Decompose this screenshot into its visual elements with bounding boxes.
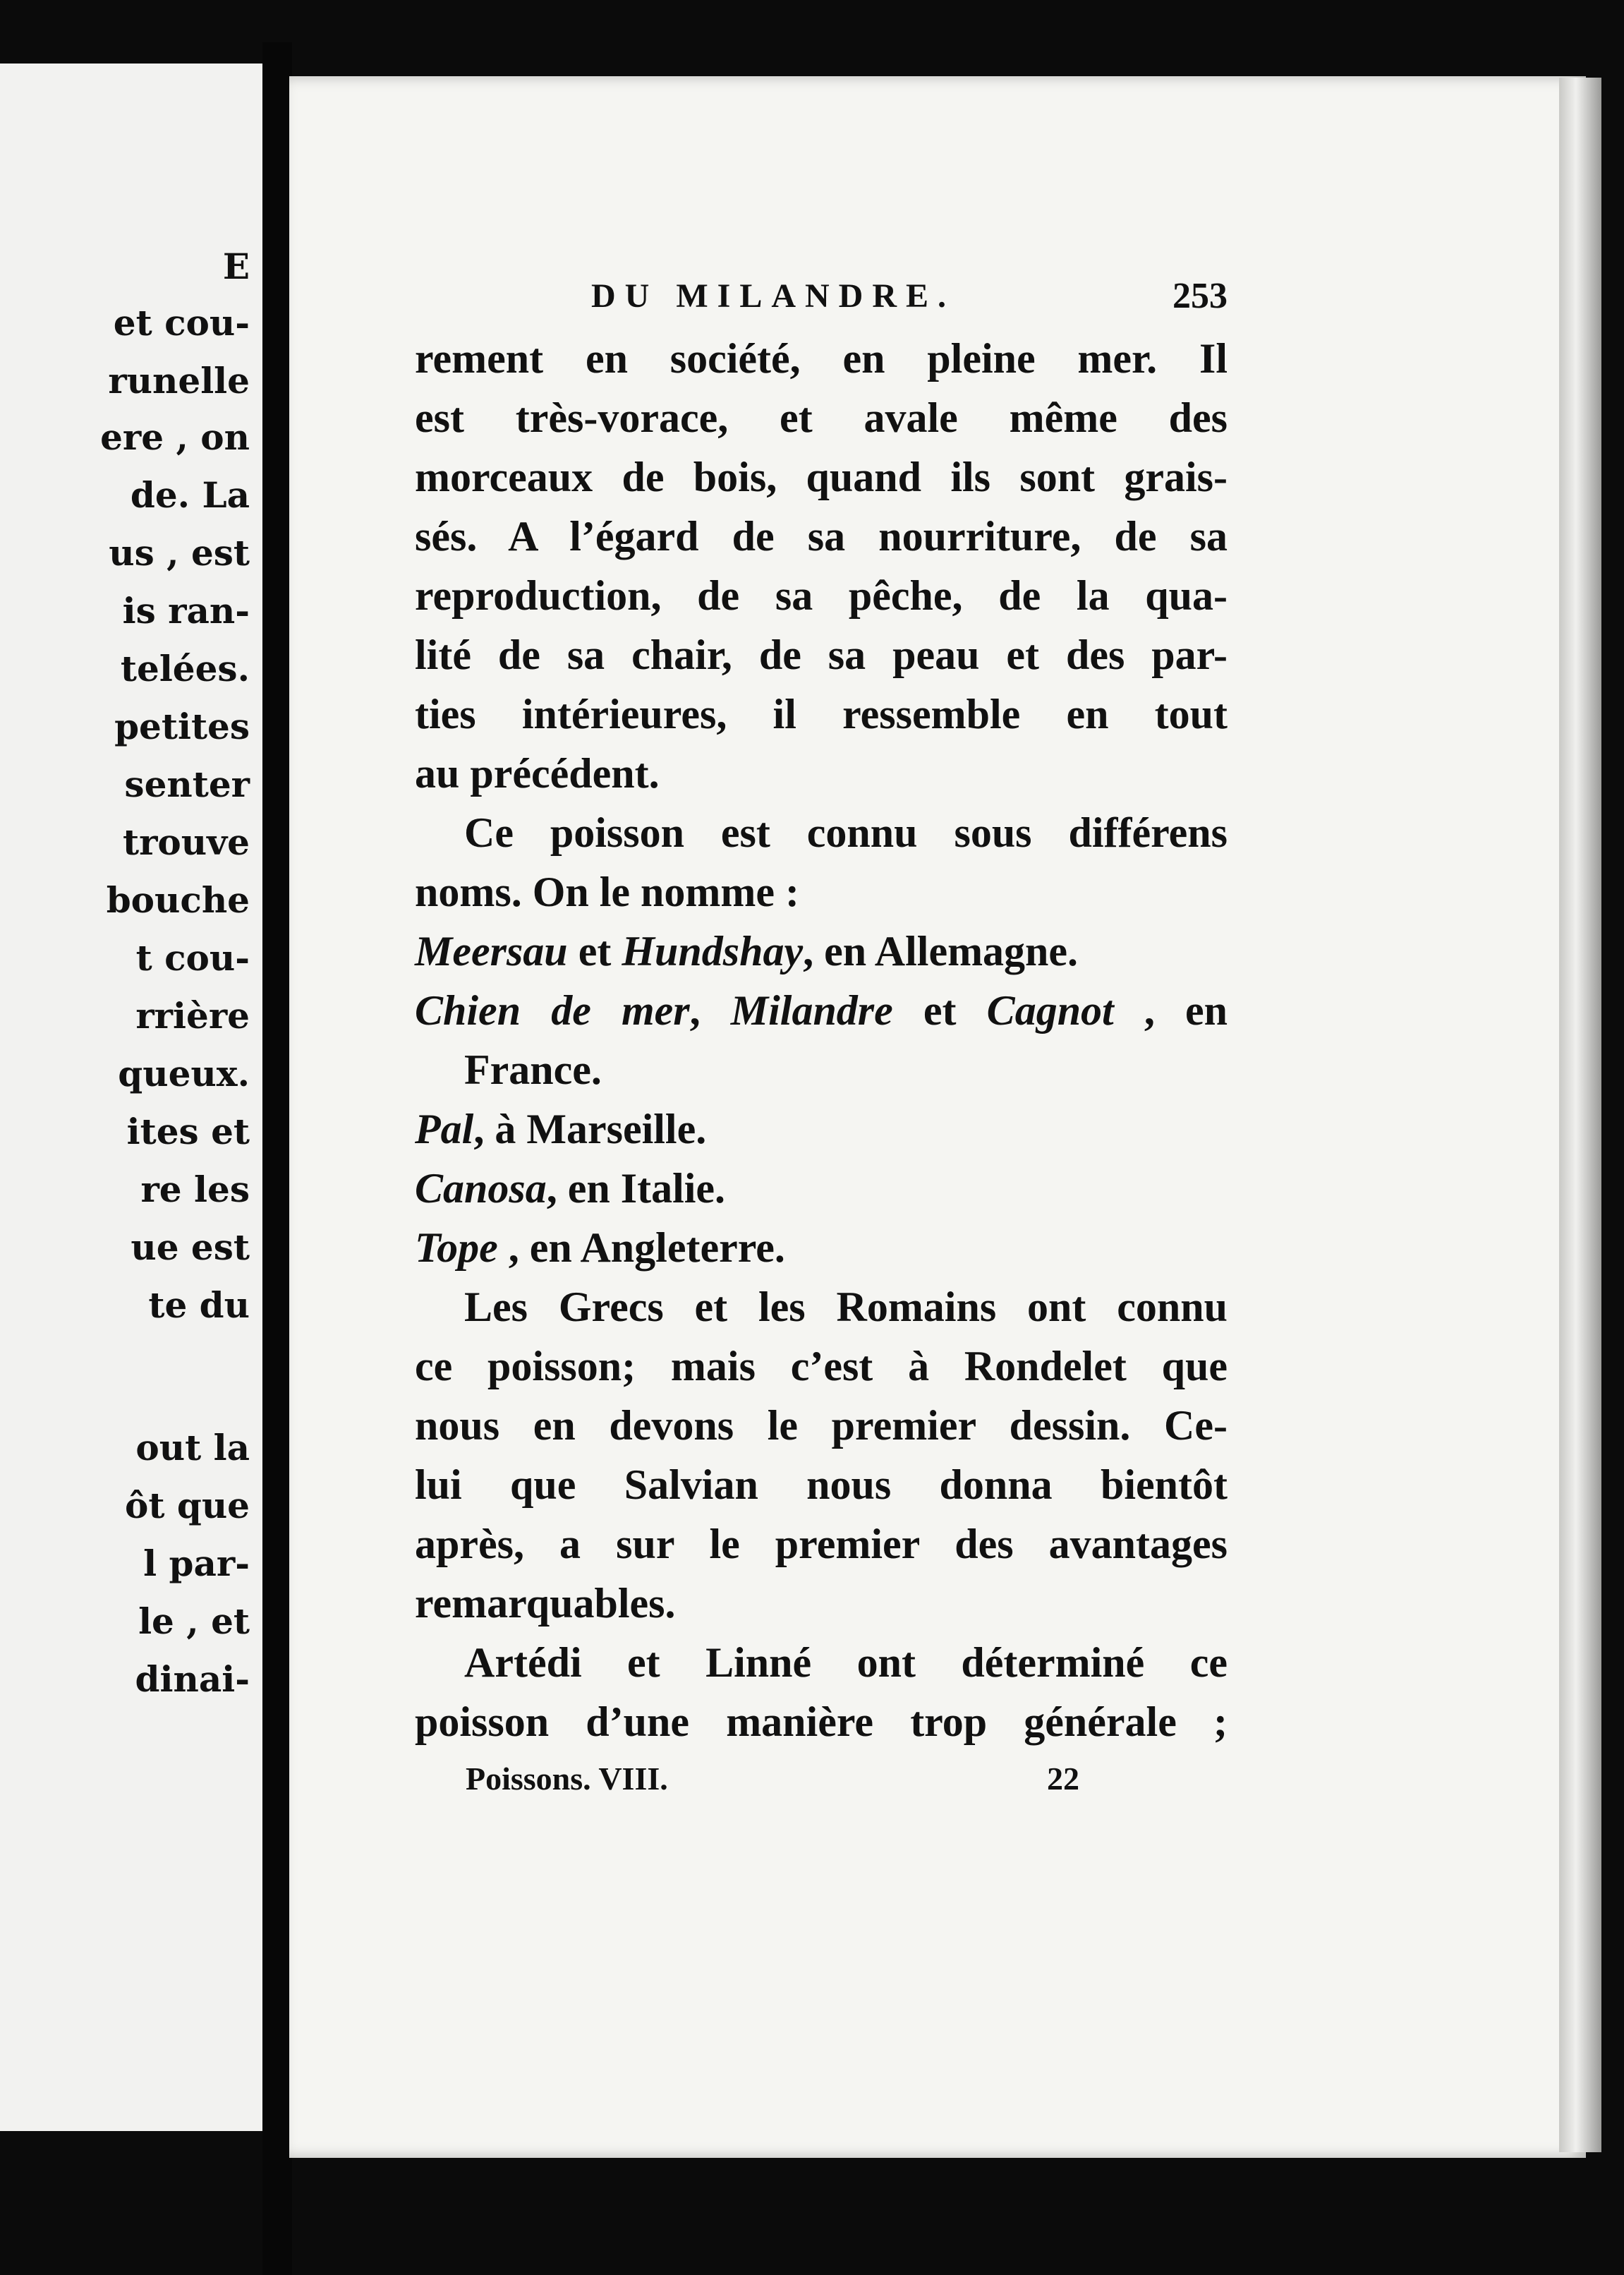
name-text: , à Marseille. — [473, 1106, 707, 1152]
left-page-line: bouche — [106, 879, 250, 921]
text-line: au précédent. — [415, 750, 660, 797]
left-page-line: petites — [114, 706, 250, 747]
name-entry — [415, 981, 1228, 1040]
left-page-line: telées. — [120, 648, 250, 689]
name-italic: Chien de mer — [415, 987, 690, 1034]
book-gutter — [262, 42, 292, 2275]
name-entry — [415, 1099, 1228, 1159]
left-page-line: senter — [124, 764, 250, 805]
text-line: est très-vorace, et avale même des — [415, 394, 1228, 441]
left-page-line: et cou- — [113, 302, 250, 344]
name-entry-continuation: France. — [464, 1046, 602, 1093]
left-page-line: ere , on — [100, 416, 250, 458]
left-page-line: runelle — [108, 360, 250, 402]
name-text: , en Angleterre. — [497, 1224, 785, 1271]
left-page-line: ue est — [131, 1226, 250, 1268]
name-italic: Meersau — [415, 928, 568, 974]
left-page-line: us , est — [109, 532, 250, 574]
left-page-line: out la — [135, 1427, 250, 1468]
text-line: ties intérieures, il ressemble en tout — [415, 691, 1228, 737]
left-page-line: de. La — [130, 474, 250, 516]
running-header — [591, 272, 1228, 321]
name-text: et — [892, 987, 987, 1034]
left-page-line: E — [222, 246, 250, 287]
page-edge — [1559, 78, 1601, 2152]
page-number: 253 — [1172, 276, 1228, 316]
left-page-line: l par- — [143, 1543, 250, 1584]
text-line: après, a sur le premier des avantages — [415, 1521, 1228, 1567]
left-page-line: queux. — [118, 1053, 250, 1094]
name-italic: Pal — [415, 1106, 474, 1152]
running-title: DU MILANDRE. — [591, 277, 955, 315]
name-text: et — [567, 928, 622, 974]
name-italic: Hundshay — [622, 928, 804, 974]
name-text: , — [689, 987, 731, 1034]
text-line: nous en devons le premier dessin. Ce- — [415, 1402, 1228, 1449]
left-page-line: ôt que — [125, 1485, 250, 1526]
name-text: , en Italie. — [546, 1165, 726, 1212]
name-text: , en — [1113, 987, 1228, 1034]
left-page-line: le , et — [138, 1600, 250, 1642]
text-line: lité de sa chair, de sa peau et des par- — [415, 632, 1228, 678]
text-line: poisson d’une manière trop générale ; — [415, 1698, 1228, 1745]
text-line: ce poisson; mais c’est à Rondelet que — [415, 1343, 1228, 1389]
name-italic: Canosa — [415, 1165, 547, 1212]
name-entry — [415, 1159, 1228, 1218]
name-text: , en Allemagne. — [803, 928, 1079, 974]
text-line: sés. A l’égard de sa nourriture, de sa — [415, 513, 1228, 560]
text-line: rement en société, en pleine mer. Il — [415, 335, 1228, 382]
left-page-line: is ran- — [122, 590, 250, 632]
signature-mark: 22 — [1047, 1761, 1079, 1797]
text-line: noms. On le nomme : — [415, 869, 799, 915]
name-italic: Tope — [415, 1224, 498, 1271]
text-line: remarquables. — [415, 1580, 676, 1627]
paragraph-first-line: Ce poisson est connu sous différens — [464, 809, 1228, 856]
left-page-line: re les — [140, 1169, 250, 1210]
left-page-line: ites et — [126, 1111, 250, 1152]
left-page-line: t cou- — [135, 937, 250, 979]
text-line: reproduction, de sa pêche, de la qua- — [415, 572, 1228, 619]
name-italic: Milandre — [730, 987, 893, 1034]
paragraph-first-line: Artédi et Linné ont déterminé ce — [464, 1639, 1228, 1686]
name-entry — [415, 922, 1228, 981]
left-page-line: trouve — [122, 821, 250, 863]
paragraph-first-line: Les Grecs et les Romains ont connu — [464, 1284, 1228, 1330]
left-page — [0, 64, 262, 2131]
left-page-line: te du — [148, 1284, 250, 1326]
name-entry — [415, 1218, 1228, 1277]
name-italic: Cagnot — [986, 987, 1114, 1034]
left-page-line: rrière — [135, 995, 250, 1037]
text-line: lui que Salvian nous donna bientôt — [415, 1461, 1228, 1508]
text-line: morceaux de bois, quand ils sont grais- — [415, 454, 1228, 500]
page-footer — [466, 1754, 1079, 1804]
signature-line: Poissons. VIII. — [466, 1761, 668, 1797]
left-page-line: dinai- — [135, 1658, 250, 1700]
